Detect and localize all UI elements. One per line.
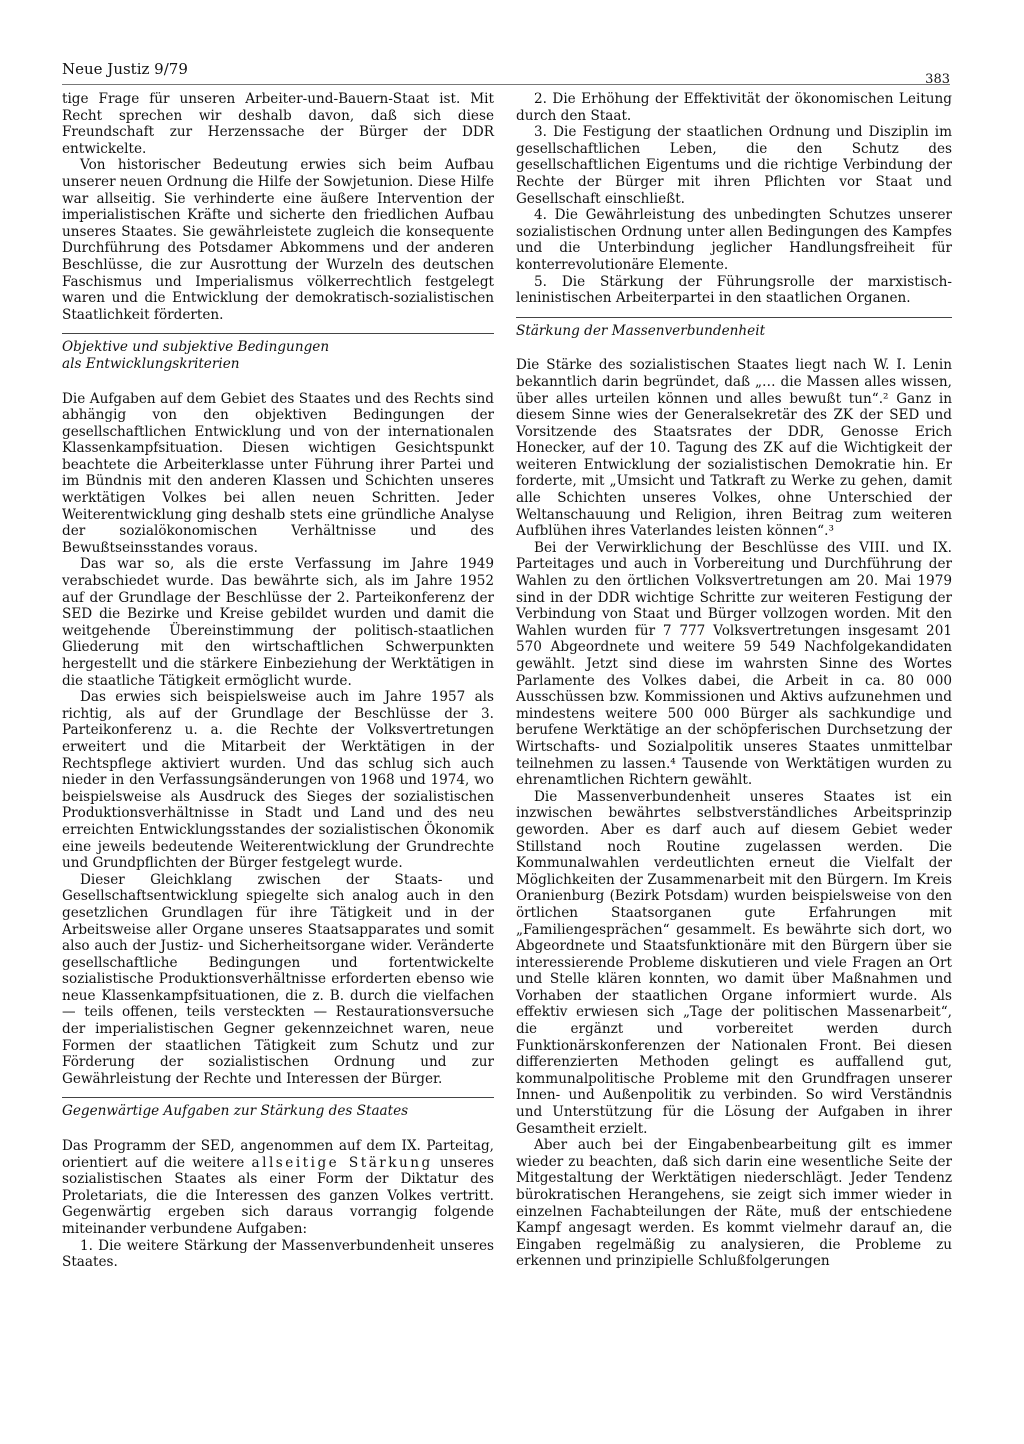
section-heading [62, 339, 494, 372]
paragraph: 5. Die Stärkung der Führungsrolle der marxistisch-leninistischen Arbeiterpartei in den staatlichen Organen. [516, 273, 952, 307]
page-header [62, 60, 950, 85]
paragraph [62, 1138, 494, 1238]
section-heading-line: Objektive und subjektive Bedingungen [62, 339, 330, 356]
paragraph: 3. Die Festigung der staatlichen Ordnung und Disziplin im gesellschaftlichen Leben, die den Schutz des gesellschaftlichen Eigentums und die richtige Verbindung der Rechte der Bürger mit ihren Pflichten vor Staat und Gesellschaft einschließt. [516, 124, 952, 207]
left-column [62, 91, 494, 1271]
paragraph: Die Stärke des sozialistischen Staates liegt nach W. I. Lenin bekanntlich darin begründet, daß „… die Massen alles wissen, über alles urteilen können und alles bewußt tun“.² Ganz in diesem Sinne wies der Generalsekretär des ZK der SED und Vorsitzende des Staatsrates der DDR, Genosse Erich Honecker, auf der 10. Tagung des ZK auf die Wichtigkeit der weiteren Entwicklung der sozialistischen Demokratie hin. Er forderte, mit „Umsicht und Tatkraft zu Werke zu gehen, damit alle Schichten unseres Volkes, ohne Unterschied der Weltanschauung und Religion, ihren Beitrag zum weiteren Aufblühen ihres Vaterlandes leisten können“.³ [516, 357, 952, 540]
paragraph: 2. Die Erhöhung der Effektivität der ökonomischen Leitung durch den Staat. [516, 91, 952, 124]
paragraph: Die Aufgaben auf dem Gebiet des Staates und des Rechts sind abhängig von den objektiven Bedingungen der gesellschaftlichen Entwicklung und von der internationalen Klassenkampfsituation. Diesen wichtigen Gesichtspunkt beachtete die Arbeiterklasse unter Führung ihrer Partei und im Bündnis mit den anderen Klassen und Schichten unseres werktätigen Volkes bei allen neuen Schritten. Jeder Weiterentwicklung ging deshalb stets eine gründliche Analyse der sozialökonomischen Verhältnisse und des Bewußtseinsstandes voraus. [62, 390, 494, 556]
right-column [516, 91, 952, 1270]
paragraph: Das erwies sich beispielsweise auch im Jahre 1957 als richtig, als auf der Grundlage der Beschlüsse der 3. Parteikonferenz u. a. die Rechte der Volksvertretungen erweitert und die Mitarbeit der Werktätigen in der Rechtspflege aktiviert wurden. Und das schlug sich auch nieder in den Verfassungsänderungen von 1968 und 1974, wo beispielsweise als Ausdruck des Sieges der sozialistischen Produktionsverhältnisse in Stadt und Land und des neu erreichten Entwicklungsstandes der sozialistischen Ökonomik eine jeweils bedeutende Weiterentwicklung der Grundrechte und Grundpflichten der Bürger festgelegt wurde. [62, 689, 494, 872]
journal-title: Neue Justiz 9/79 [62, 60, 188, 78]
paragraph: 4. Die Gewährleistung des unbedingten Schutzes unserer sozialistischen Ordnung unter allen Bedingungen des Kampfes und die Unterbindung jeglicher Handlungsfreiheit für konterrevolutionäre Elemente. [516, 207, 952, 273]
emphasis-spaced: allseitige Stärkung [251, 1154, 433, 1171]
paragraph: Das war so, als die erste Verfassung im Jahre 1949 verabschiedet wurde. Das bewährte sich, als im Jahre 1952 auf der Grundlage der Beschlüsse der 2. Parteikonferenz der SED die Bezirke und Kreise gebildet wurden und damit die weitgehende Übereinstimmung der politisch-staatlichen Gliederung mit den wirtschaftlichen Schwerpunkten hergestellt und die stärkere Einbeziehung der Werktätigen in die staatliche Tätigkeit ermöglicht wurde. [62, 556, 494, 689]
section-heading: Gegenwärtige Aufgaben zur Stärkung des Staates [62, 1103, 409, 1120]
paragraph: Dieser Gleichklang zwischen der Staats- und Gesellschaftsentwicklung spiegelte sich analog auch in den gesetzlichen Grundlagen für ihre Tätigkeit und in der Arbeitsweise aller Organe unseres Staatsapparates und somit also auch der Justiz- und Sicherheitsorgane wider. Veränderte gesellschaftliche Bedingungen und fortentwickelte sozialistische Produktionsverhältnisse erforderten ebenso wie neue Klassenkampfsituationen, die z. B. durch die vielfachen — teils offenen, teils versteckten — Restaurationsversuche der imperialistischen Gegner gekennzeichnet waren, neue Formen der staatlichen Tätigkeit zum Schutz und zur Förderung der sozialistischen Ordnung und zur Gewährleistung der Rechte und Interessen der Bürger. [62, 871, 494, 1087]
text-run: Das Programm der SED, angenommen auf dem IX. Parteitag, orientiert auf die weitere [62, 1138, 494, 1171]
paragraph: Die Massenverbundenheit unseres Staates ist ein inzwischen bewährtes selbstverständliches Arbeitsprinzip geworden. Aber es darf auch auf diesem Gebiet weder Stillstand noch Routine zugelassen werden. Die Kommunalwahlen verdeutlichten erneut die Vielfalt der Möglichkeiten der Zusammenarbeit mit den Bürgern. Im Kreis Oranienburg (Bezirk Potsdam) wurden beispielsweise von den örtlichen Staatsorganen gute Erfahrungen mit „Familiengesprächen“ gesammelt. Es bewährte sich dort, wo Abgeordnete und Staatsfunktionäre mit den Bürgern über sie interessierende Probleme diskutieren und viele Fragen an Ort und Stelle klären konnten, wo damit über Maßnahmen und Vorhaben der staatlichen Organe informiert wurde. Als effektiv erwiesen sich „Tage der politischen Massenarbeit“, die ergänzt und vorbereitet werden durch Funktionärskonferenzen der Nationalen Front. Bei diesen differenzierten Methoden gelingt es auffallend gut, kommunalpolitische Probleme mit den Grundfragen unserer Innen- und Außenpolitik zu verbinden. So wird Verständnis und Unterstützung für die Lösung der Aufgaben in ihrer Gesamtheit erzielt. [516, 788, 952, 1137]
text-run: unseres sozialistischen Staates als einer Form der Diktatur des Proletariats, die die Interessen des ganzen Volkes vertritt. Gegenwärtig ergeben sich daraus vorrangig folgende miteinander verbundene Aufgaben: [62, 1154, 494, 1237]
page-number: 383 [925, 72, 950, 87]
section-divider [62, 333, 494, 334]
paragraph: tige Frage für unseren Arbeiter-und-Bauern-Staat ist. Mit Recht sprechen wir deshalb davon, daß sich diese Freundschaft zur Herzenssache der Bürger der DDR entwickelte. [62, 91, 494, 157]
paragraph: Aber auch bei der Eingabenbearbeitung gilt es immer wieder zu beachten, daß sich darin eine wesentliche Seite der Mitgestaltung der Werktätigen niederschlägt. Jeder Tendenz bürokratischen Herangehens, sie zeigt sich immer wieder in einzelnen Fachabteilungen der Räte, muß der entschiedene Kampf angesagt werden. Es kommt vielmehr darauf an, die Eingaben regelmäßig zu analysieren, die Probleme zu erkennen und prinzipielle Schlußfolgerungen [516, 1137, 952, 1270]
section-heading-line: als Entwicklungskriterien [62, 355, 240, 372]
paragraph: 1. Die weitere Stärkung der Massenverbundenheit unseres Staates. [62, 1237, 494, 1271]
section-heading: Stärkung der Massenverbundenheit [516, 322, 766, 339]
section-divider [516, 317, 952, 318]
section-divider [62, 1097, 494, 1098]
paragraph: Von historischer Bedeutung erwies sich beim Aufbau unserer neuen Ordnung die Hilfe der Sowjetunion. Diese Hilfe war allseitig. Sie verhinderte eine äußere Intervention der imperialistischen Kräfte und sicherte den friedlichen Aufbau unseres Staates. Sie gewährleistete zugleich die konsequente Durchführung des Potsdamer Abkommens und der anderen Beschlüsse, die zur Ausrottung der Wurzeln des deutschen Faschismus und Imperialismus völkerrechtlich festgelegt waren und die Entwicklung der demokratisch-sozialistischen Staatlichkeit förderten. [62, 157, 494, 323]
paragraph: Bei der Verwirklichung der Beschlüsse des VIII. und IX. Parteitages und auch in Vorbereitung und Durchführung der Wahlen zu den örtlichen Volksvertretungen am 20. Mai 1979 sind in der DDR wichtige Schritte zur weiteren Festigung der Verbindung von Staat und Bürger vollzogen worden. Mit den Wahlen wurden für 7 777 Volksvertretungen insgesamt 201 570 Abgeordnete und weitere 59 549 Nachfolgekandidaten gewählt. Jetzt sind diese im wahrsten Sinne des Wortes Parlamente des Volkes dabei, die Arbeit in ca. 80 000 Ausschüssen bzw. Kommissionen und Aktivs aufzunehmen und mindestens weitere 500 000 Bürger als sachkundige und berufene Werktätige an der schöpferischen Durchsetzung der Wirtschafts- und Sozialpolitik unseres Staates unmittelbar teilnehmen zu lassen.⁴ Tausende von Werktätigen wurden zu ehrenamtlichen Richtern gewählt. [516, 539, 952, 789]
